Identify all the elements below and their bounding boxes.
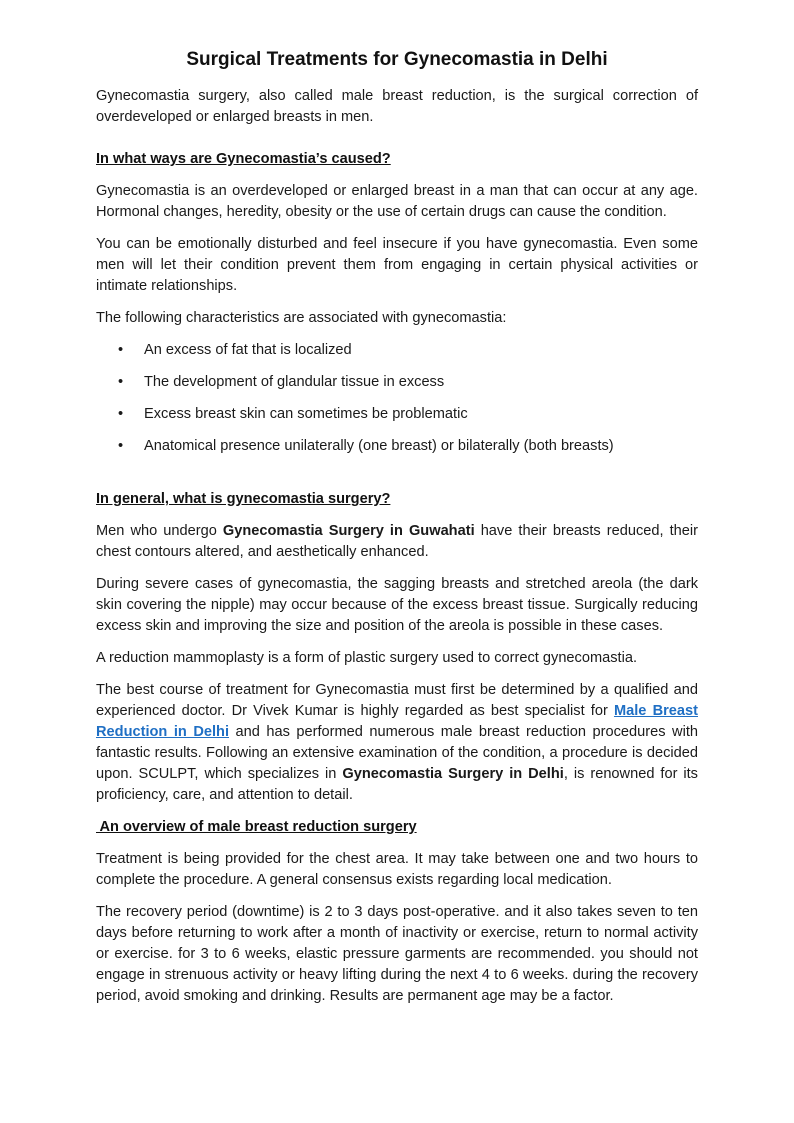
list-item: • An excess of fat that is localized xyxy=(144,340,698,361)
bullet-icon: • xyxy=(118,342,124,358)
bullet-icon: • xyxy=(118,374,124,390)
bullet-icon: • xyxy=(118,406,124,422)
section-heading-overview: An overview of male breast reduction surgery xyxy=(96,819,417,835)
overview-paragraph-2: The recovery period (downtime) is 2 to 3 days post-operative. and it also takes seven to ten days before returning to work after a month of inactivity or exercise, return to normal activity or exercise. for 3 to 6 weeks, elastic pressure garments are recommended. you should not engage in strenuous activity or heavy lifting during the next 4 to 6 weeks. during the recovery period, avoid smoking and drinking. Results are permanent age may be a factor. xyxy=(96,904,698,1004)
male-breast-reduction-link[interactable]: Male Breast Reduction in Delhi xyxy=(96,703,698,740)
causes-paragraph-3: The following characteristics are associated with gynecomastia: xyxy=(96,310,507,326)
surgery-paragraph-2: During severe cases of gynecomastia, the sagging breasts and stretched areola (the dark skin covering the nipple) may occur because of the excess breast tissue. Surgically reducing excess skin and improving the size and position of the areola is possible in these cases. xyxy=(96,576,698,634)
bullet-icon: • xyxy=(118,438,124,454)
surgery-paragraph-3: A reduction mammoplasty is a form of plastic surgery used to correct gynecomastia. xyxy=(96,650,638,666)
characteristics-list xyxy=(96,340,698,457)
surgery-paragraph-4: The best course of treatment for Gynecomastia must first be determined by a qualified and experienced doctor. Dr Vivek Kumar is highly regarded as best specialist for Male Breast Reduction in Delhi and has performed numerous male breast reduction procedures with fantastic results. Following an extensive examination of the condition, a procedure is decided upon. SCULPT, which specializes in Gynecomastia Surgery in Delhi, is renowned for its proficiency, care, and attention to detail. xyxy=(96,682,698,803)
bold-term: Gynecomastia Surgery in Delhi xyxy=(342,766,564,782)
surgery-paragraph-1: Men who undergo Gynecomastia Surgery in Guwahati have their breasts reduced, their chest contours altered, and aesthetically enhanced. xyxy=(96,523,698,560)
list-item: • Anatomical presence unilaterally (one breast) or bilaterally (both breasts) xyxy=(144,436,698,457)
list-item: • The development of glandular tissue in excess xyxy=(144,372,698,393)
page-title: Surgical Treatments for Gynecomastia in Delhi xyxy=(186,49,608,70)
section-heading-what-is-surgery: In general, what is gynecomastia surgery? xyxy=(96,491,391,507)
intro-paragraph: Gynecomastia surgery, also called male breast reduction, is the surgical correction of overdeveloped or enlarged breasts in men. xyxy=(96,88,698,125)
causes-paragraph-2: You can be emotionally disturbed and feel insecure if you have gynecomastia. Even some men will let their condition prevent them from engaging in certain physical activities or intimate relationships. xyxy=(96,236,698,294)
list-item: • Excess breast skin can sometimes be problematic xyxy=(144,404,698,425)
overview-paragraph-1: Treatment is being provided for the chest area. It may take between one and two hours to complete the procedure. A general consensus exists regarding local medication. xyxy=(96,851,698,888)
section-heading-causes: In what ways are Gynecomastia’s caused? xyxy=(96,151,391,167)
document-page xyxy=(96,46,698,1018)
causes-paragraph-1: Gynecomastia is an overdeveloped or enlarged breast in a man that can occur at any age. Hormonal changes, heredity, obesity or the use of certain drugs can cause the condition. xyxy=(96,183,698,220)
bold-term: Gynecomastia Surgery in Guwahati xyxy=(222,523,475,539)
